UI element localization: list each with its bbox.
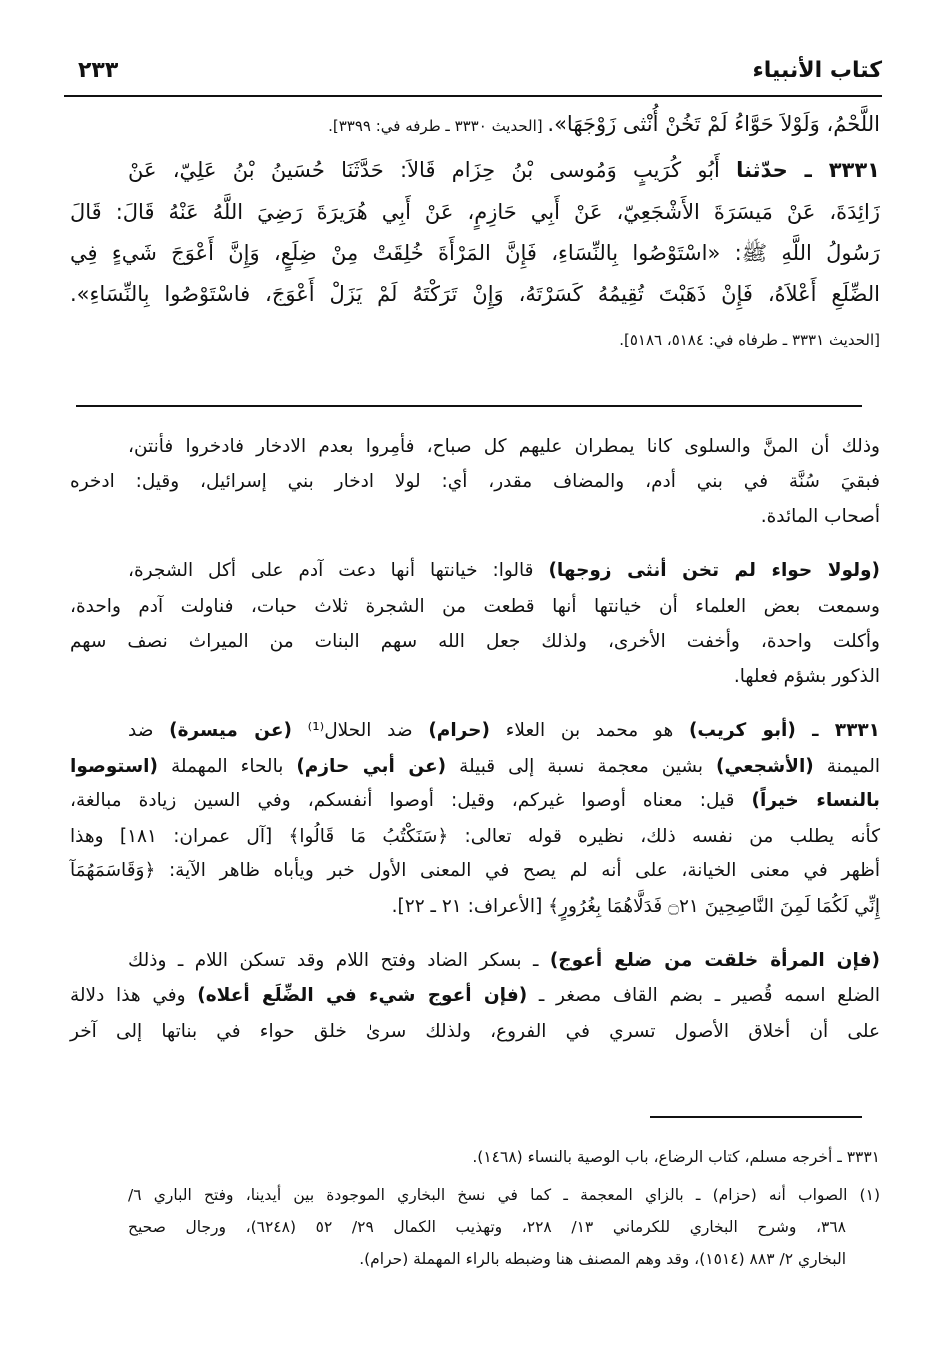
text-segment: الميمنة — [813, 756, 880, 777]
text-segment: وأكلت واحدة، وأخفت الأخرى، ولذلك جعل الله سهم البنات من الميراث نصف سهم — [70, 631, 880, 652]
hadith-line — [70, 200, 880, 224]
text-segment: بالحاء المهملة — [157, 756, 297, 777]
text-segment: ٣٦٨، وشرح البخاري للكرماني ١٣/ ٢٢٨، وتهذيب الكمال ٢٩/ ٥٢ (٦٢٤٨)، ورجال صحيح — [128, 1218, 846, 1236]
text-segment: وذلك أن المنَّ والسلوى كانا يمطران عليهم كل صباح، فأمِروا بعدم الادخار فادخروا فأنتن، — [128, 436, 880, 457]
text-segment: رَسُولُ اللَّهِ ﷺ: «اسْتَوْصُوا بِالنِّسَاءِ، فَإِنَّ المَرْأَةَ خُلِقَتْ مِنْ ضِلَعٍ، وَإِنَّ أَعْوَجَ شَيءٍ فِي — [70, 241, 880, 265]
commentary-line — [70, 666, 880, 687]
text-segment: زَائِدَةَ، عَنْ مَيسَرَةَ الأَشْجَعِيّ، عَنْ أَبِي حَازِمٍ، عَنْ أَبِي هُرَيرَةَ رَضِيَ اللَّهُ عَنْهُ قَالَ: قَالَ — [70, 200, 880, 224]
text-segment: [الحديث ٣٣٣٠ ـ طرفه في: ٣٣٩٩]. — [328, 117, 548, 135]
text-segment: هو محمد بن العلاء — [489, 720, 689, 741]
commentary-line — [70, 790, 880, 811]
bold-segment: (عن أبي حازم) — [296, 756, 447, 777]
hadith-line — [128, 158, 880, 182]
text-segment: وفي هذا دلالة — [70, 985, 198, 1006]
commentary-line — [70, 756, 880, 777]
page-number: ٢٣٣ — [78, 58, 119, 83]
text-segment: ضد الحلال⁽¹⁾ — [291, 720, 429, 741]
commentary-line — [70, 826, 880, 847]
footnotes-line — [128, 1218, 846, 1236]
commentary-line — [128, 560, 880, 581]
hadith-line — [70, 326, 880, 350]
header-rule — [64, 95, 882, 97]
hadith-line — [70, 282, 880, 306]
commentary-line — [70, 1021, 880, 1042]
footnotes-line — [70, 1148, 880, 1166]
bold-segment: (حرام) — [428, 720, 490, 741]
text-segment: كأنه يطلب من نفسه ذلك، نظيره قوله تعالى: ﴿سَنَكْتُبُ مَا قَالُوا﴾ [آل عمران: ١٨١] وهذا — [70, 826, 881, 847]
text-segment: على أن أخلاق الأصول تسري في الفروع، ولذلك سرىٰ خلق حواء في بناتها إلى آخر — [70, 1021, 880, 1042]
text-segment: وسمعت بعض العلماء أن خيانتها أنها قطعت من الشجرة ثلاث حبات، فناولت آدم واحدة، — [70, 596, 880, 617]
commentary-line — [128, 436, 880, 457]
text-segment: اللَّحْمُ، وَلَوْلاَ حَوَّاءُ لَمْ تَخُنْ أُنْثى زَوْجَهَا». — [547, 112, 880, 136]
text-segment: (١) الصواب أنه (حزام) ـ بالزاي المعجمة ـ كما في نسخ البخاري الموجودة بين أيدينا، وفتح الباري ٦/ — [128, 1186, 880, 1204]
commentary-line — [70, 471, 880, 492]
bold-segment: بالنساء خيراً) — [751, 790, 880, 811]
text-segment: الذكور بشؤم فعلها. — [733, 666, 880, 687]
bold-segment: ٣٣٣١ ـ حدّثنا — [736, 158, 880, 182]
bold-segment: (فإن المرأة خلقت من ضلع أعوج) — [549, 950, 880, 971]
bold-segment: (عن ميسرة) — [169, 720, 292, 741]
commentary-line — [70, 985, 880, 1006]
footnotes-line — [128, 1250, 846, 1268]
bold-segment: (فإن أعوج شيء في الضِّلَع أعلاه) — [197, 985, 528, 1006]
footnote-divider — [650, 1116, 862, 1118]
text-segment: أَبُو كُرَيبٍ وَمُوسى بْنُ حِزَام قَالاَ: حَدَّثَنَا حُسَينُ بْنُ عَلِيّ، عَنْ — [128, 158, 737, 182]
bold-segment: (الأشجعي) — [716, 756, 814, 777]
text-segment: قالوا: خيانتها أنها دعت آدم على أكل الشجرة، — [128, 560, 549, 581]
text-segment: إِنِّي لَكُمَا لَمِنَ النَّاصِحِينَ ۝٢١ فَدَلَّاهُمَا بِغُرُورٍ﴾ [الأعراف: ٢١ ـ ٢٢]. — [391, 896, 880, 917]
commentary-line — [70, 596, 880, 617]
footnotes-line — [128, 1186, 880, 1204]
text-segment: البخاري ٢/ ٨٨٣ (١٥١٤)، وقد وهم المصنف هنا وضبطه بالراء المهملة (حرام). — [359, 1250, 846, 1268]
text-segment: ٣٣٣١ ـ أخرجه مسلم، كتاب الرضاع، باب الوصية بالنساء (١٤٦٨). — [472, 1148, 880, 1166]
commentary-line — [128, 950, 880, 971]
commentary-line — [70, 860, 880, 881]
section-divider — [76, 405, 862, 407]
text-segment: أصحاب المائدة. — [760, 506, 880, 527]
book-title: كتاب الأنبياء — [752, 58, 882, 83]
text-segment: قيل: معناه أوصوا غيركم، وقيل: أوصوا أنفسكم، وفي السين زيادة مبالغة، — [70, 790, 752, 811]
bold-segment: (ولولا حواء لم تخن أنثى زوجها) — [548, 560, 880, 581]
text-segment: أظهر في معنى الخيانة، على أنه لم يصح في المعنى الأول خبر ويأباه ظاهر الآية: ﴿وَقَاسَمَهُمَآ — [70, 860, 880, 881]
text-segment: فبقيَ سُنَّة في بني أدم، والمضاف مقدر، أي: لولا ادخار بني إسرائيل، وقيل: ادخره — [70, 471, 880, 492]
text-segment: ـ بسكر الضاد وفتح اللام وقد تسكن اللام ـ وذلك — [128, 950, 550, 971]
commentary-line — [70, 631, 880, 652]
text-segment: ضد — [128, 720, 170, 741]
commentary-line — [128, 720, 880, 741]
text-segment: [الحديث ٣٣٣١ ـ طرفاه في: ٥١٨٤، ٥١٨٦]. — [619, 331, 880, 349]
commentary-line — [70, 506, 880, 527]
hadith-line — [70, 112, 880, 136]
commentary-line — [70, 896, 880, 917]
text-segment: الضلع اسمه قُصير ـ بضم القاف مصغر ـ — [527, 985, 880, 1006]
text-segment: بشين معجمة نسبة إلى قبيلة — [446, 756, 717, 777]
text-segment: الضِّلَعِ أَعْلاَهُ، فَإِنْ ذَهَبْتَ تُقِيمُهُ كَسَرْتَهُ، وَإِنْ تَرَكْتَهُ لَمْ يَزَلْ أَعْوَجَ، فاسْتَوْصُوا بِالنِّسَاءِ». — [70, 282, 880, 306]
hadith-line — [70, 240, 880, 271]
bold-segment: (استوصوا — [70, 756, 158, 777]
bold-segment: ٣٣٣١ ـ (أبو كريب) — [688, 720, 880, 741]
